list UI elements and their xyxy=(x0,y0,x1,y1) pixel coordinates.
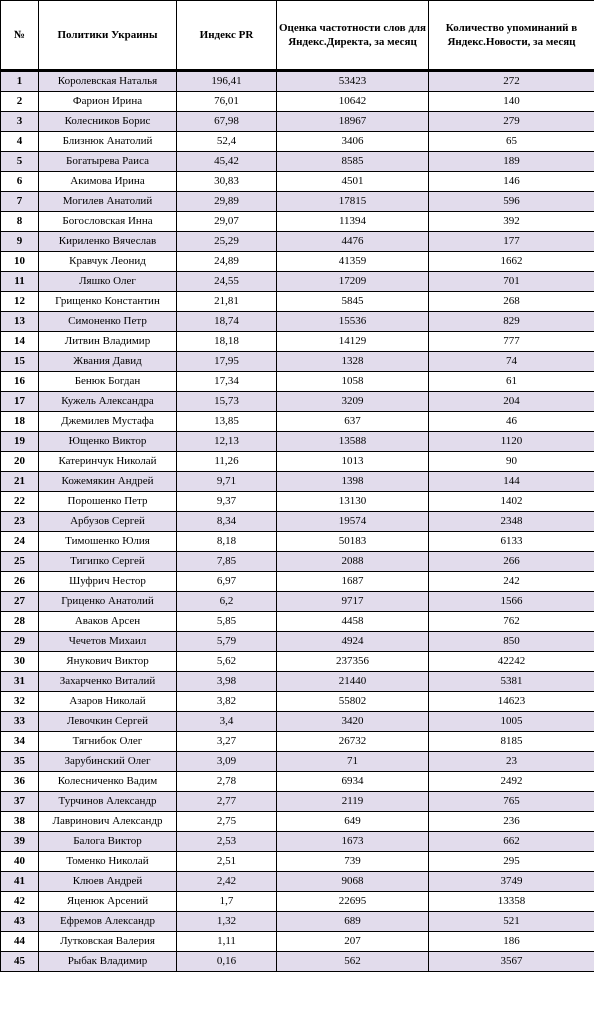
news-mentions: 829 xyxy=(429,312,594,332)
table-row xyxy=(1,932,594,952)
pr-index: 5,79 xyxy=(177,632,277,652)
direct-frequency: 50183 xyxy=(277,532,429,552)
politician-name: Катеринчук Николай xyxy=(39,452,177,472)
direct-frequency: 1673 xyxy=(277,832,429,852)
direct-frequency: 26732 xyxy=(277,732,429,752)
pr-index: 3,82 xyxy=(177,692,277,712)
news-mentions: 1120 xyxy=(429,432,594,452)
news-mentions: 74 xyxy=(429,352,594,372)
politician-name: Захарченко Виталий xyxy=(39,672,177,692)
direct-frequency: 9068 xyxy=(277,872,429,892)
table-row xyxy=(1,812,594,832)
table-row xyxy=(1,372,594,392)
news-mentions: 42242 xyxy=(429,652,594,672)
direct-frequency: 237356 xyxy=(277,652,429,672)
table-row xyxy=(1,672,594,692)
row-number: 36 xyxy=(1,772,39,792)
row-number: 34 xyxy=(1,732,39,752)
pr-index: 3,98 xyxy=(177,672,277,692)
direct-frequency: 3406 xyxy=(277,132,429,152)
pr-index: 1,11 xyxy=(177,932,277,952)
pr-index: 30,83 xyxy=(177,172,277,192)
pr-index: 0,16 xyxy=(177,952,277,972)
direct-frequency: 8585 xyxy=(277,152,429,172)
politician-name: Янукович Виктор xyxy=(39,652,177,672)
pr-index: 7,85 xyxy=(177,552,277,572)
direct-frequency: 1328 xyxy=(277,352,429,372)
row-number: 1 xyxy=(1,71,39,92)
pr-index: 25,29 xyxy=(177,232,277,252)
table-row xyxy=(1,572,594,592)
row-number: 41 xyxy=(1,872,39,892)
politician-name: Чечетов Михаил xyxy=(39,632,177,652)
row-number: 38 xyxy=(1,812,39,832)
direct-frequency: 1058 xyxy=(277,372,429,392)
politician-name: Арбузов Сергей xyxy=(39,512,177,532)
news-mentions: 596 xyxy=(429,192,594,212)
politician-name: Кужель Александра xyxy=(39,392,177,412)
table-row xyxy=(1,752,594,772)
news-mentions: 521 xyxy=(429,912,594,932)
news-mentions: 140 xyxy=(429,92,594,112)
table-row xyxy=(1,532,594,552)
table-row xyxy=(1,792,594,812)
pr-index: 29,89 xyxy=(177,192,277,212)
header-pr-index: Индекс PR xyxy=(177,1,277,71)
politician-name: Колесниченко Вадим xyxy=(39,772,177,792)
header-yandex-news-mentions: Количество упоминаний в Яндекс.Новости, за месяц xyxy=(429,1,594,71)
table-row xyxy=(1,552,594,572)
table-row xyxy=(1,312,594,332)
news-mentions: 61 xyxy=(429,372,594,392)
pr-index: 8,34 xyxy=(177,512,277,532)
row-number: 23 xyxy=(1,512,39,532)
direct-frequency: 17209 xyxy=(277,272,429,292)
news-mentions: 3749 xyxy=(429,872,594,892)
politician-name: Кравчук Леонид xyxy=(39,252,177,272)
table-row xyxy=(1,192,594,212)
news-mentions: 146 xyxy=(429,172,594,192)
pr-index: 18,18 xyxy=(177,332,277,352)
table-row xyxy=(1,732,594,752)
row-number: 33 xyxy=(1,712,39,732)
politician-name: Грищенко Константин xyxy=(39,292,177,312)
row-number: 14 xyxy=(1,332,39,352)
politician-name: Аваков Арсен xyxy=(39,612,177,632)
politician-name: Акимова Ирина xyxy=(39,172,177,192)
pr-index: 3,09 xyxy=(177,752,277,772)
news-mentions: 850 xyxy=(429,632,594,652)
row-number: 17 xyxy=(1,392,39,412)
politician-name: Королевская Наталья xyxy=(39,71,177,92)
row-number: 26 xyxy=(1,572,39,592)
table-row xyxy=(1,452,594,472)
table-row xyxy=(1,612,594,632)
table-row xyxy=(1,272,594,292)
news-mentions: 1566 xyxy=(429,592,594,612)
pr-index: 8,18 xyxy=(177,532,277,552)
table-row xyxy=(1,952,594,972)
politician-name: Ефремов Александр xyxy=(39,912,177,932)
news-mentions: 662 xyxy=(429,832,594,852)
politician-name: Зарубинский Олег xyxy=(39,752,177,772)
direct-frequency: 1013 xyxy=(277,452,429,472)
row-number: 18 xyxy=(1,412,39,432)
direct-frequency: 739 xyxy=(277,852,429,872)
table-row xyxy=(1,152,594,172)
pr-index: 3,27 xyxy=(177,732,277,752)
politician-name: Фарион Ирина xyxy=(39,92,177,112)
news-mentions: 189 xyxy=(429,152,594,172)
row-number: 9 xyxy=(1,232,39,252)
row-number: 7 xyxy=(1,192,39,212)
header-number: № xyxy=(1,1,39,71)
table-row xyxy=(1,172,594,192)
header-politician: Политики Украины xyxy=(39,1,177,71)
pr-index: 1,32 xyxy=(177,912,277,932)
news-mentions: 3567 xyxy=(429,952,594,972)
row-number: 29 xyxy=(1,632,39,652)
news-mentions: 6133 xyxy=(429,532,594,552)
politician-name: Томенко Николай xyxy=(39,852,177,872)
table-row xyxy=(1,71,594,92)
row-number: 35 xyxy=(1,752,39,772)
politician-name: Богатырева Раиса xyxy=(39,152,177,172)
row-number: 11 xyxy=(1,272,39,292)
news-mentions: 23 xyxy=(429,752,594,772)
politician-name: Тимошенко Юлия xyxy=(39,532,177,552)
news-mentions: 701 xyxy=(429,272,594,292)
table-row xyxy=(1,492,594,512)
table-row xyxy=(1,252,594,272)
row-number: 5 xyxy=(1,152,39,172)
pr-index: 17,34 xyxy=(177,372,277,392)
direct-frequency: 4476 xyxy=(277,232,429,252)
table-row xyxy=(1,592,594,612)
news-mentions: 236 xyxy=(429,812,594,832)
direct-frequency: 3420 xyxy=(277,712,429,732)
news-mentions: 8185 xyxy=(429,732,594,752)
politician-name: Рыбак Владимир xyxy=(39,952,177,972)
pr-index: 24,55 xyxy=(177,272,277,292)
row-number: 21 xyxy=(1,472,39,492)
direct-frequency: 5845 xyxy=(277,292,429,312)
table-row xyxy=(1,872,594,892)
news-mentions: 268 xyxy=(429,292,594,312)
pr-index: 45,42 xyxy=(177,152,277,172)
news-mentions: 765 xyxy=(429,792,594,812)
politician-name: Гриценко Анатолий xyxy=(39,592,177,612)
table-row xyxy=(1,112,594,132)
header-row xyxy=(1,1,594,71)
direct-frequency: 15536 xyxy=(277,312,429,332)
politician-name: Лутковская Валерия xyxy=(39,932,177,952)
direct-frequency: 22695 xyxy=(277,892,429,912)
news-mentions: 186 xyxy=(429,932,594,952)
row-number: 4 xyxy=(1,132,39,152)
politician-name: Турчинов Александр xyxy=(39,792,177,812)
row-number: 6 xyxy=(1,172,39,192)
news-mentions: 13358 xyxy=(429,892,594,912)
table-row xyxy=(1,432,594,452)
direct-frequency: 19574 xyxy=(277,512,429,532)
news-mentions: 2492 xyxy=(429,772,594,792)
politician-name: Ющенко Виктор xyxy=(39,432,177,452)
table-row xyxy=(1,132,594,152)
pr-index: 1,7 xyxy=(177,892,277,912)
pr-index: 2,75 xyxy=(177,812,277,832)
direct-frequency: 21440 xyxy=(277,672,429,692)
pr-index: 21,81 xyxy=(177,292,277,312)
row-number: 42 xyxy=(1,892,39,912)
news-mentions: 14623 xyxy=(429,692,594,712)
direct-frequency: 2088 xyxy=(277,552,429,572)
direct-frequency: 9717 xyxy=(277,592,429,612)
direct-frequency: 53423 xyxy=(277,71,429,92)
row-number: 43 xyxy=(1,912,39,932)
row-number: 31 xyxy=(1,672,39,692)
table-row xyxy=(1,232,594,252)
direct-frequency: 649 xyxy=(277,812,429,832)
pr-index: 3,4 xyxy=(177,712,277,732)
politician-name: Богословская Инна xyxy=(39,212,177,232)
politician-name: Клюев Андрей xyxy=(39,872,177,892)
direct-frequency: 17815 xyxy=(277,192,429,212)
pr-index: 17,95 xyxy=(177,352,277,372)
direct-frequency: 6934 xyxy=(277,772,429,792)
politician-name: Яценюк Арсений xyxy=(39,892,177,912)
table-row xyxy=(1,412,594,432)
direct-frequency: 55802 xyxy=(277,692,429,712)
news-mentions: 46 xyxy=(429,412,594,432)
table-row xyxy=(1,92,594,112)
direct-frequency: 41359 xyxy=(277,252,429,272)
politician-name: Шуфрич Нестор xyxy=(39,572,177,592)
politician-name: Лавринович Александр xyxy=(39,812,177,832)
direct-frequency: 11394 xyxy=(277,212,429,232)
pr-index: 5,85 xyxy=(177,612,277,632)
direct-frequency: 3209 xyxy=(277,392,429,412)
row-number: 44 xyxy=(1,932,39,952)
pr-index: 9,71 xyxy=(177,472,277,492)
direct-frequency: 2119 xyxy=(277,792,429,812)
news-mentions: 266 xyxy=(429,552,594,572)
politician-name: Жвания Давид xyxy=(39,352,177,372)
table-row xyxy=(1,712,594,732)
politician-name: Ляшко Олег xyxy=(39,272,177,292)
row-number: 20 xyxy=(1,452,39,472)
row-number: 19 xyxy=(1,432,39,452)
direct-frequency: 71 xyxy=(277,752,429,772)
politician-name: Кириленко Вячеслав xyxy=(39,232,177,252)
row-number: 2 xyxy=(1,92,39,112)
row-number: 45 xyxy=(1,952,39,972)
row-number: 30 xyxy=(1,652,39,672)
politician-name: Балога Виктор xyxy=(39,832,177,852)
pr-index: 2,51 xyxy=(177,852,277,872)
politician-name: Порошенко Петр xyxy=(39,492,177,512)
direct-frequency: 14129 xyxy=(277,332,429,352)
pr-index: 52,4 xyxy=(177,132,277,152)
table-row xyxy=(1,212,594,232)
table-row xyxy=(1,772,594,792)
row-number: 3 xyxy=(1,112,39,132)
politician-name: Кожемякин Андрей xyxy=(39,472,177,492)
table-row xyxy=(1,512,594,532)
direct-frequency: 13130 xyxy=(277,492,429,512)
header-yandex-direct-frequency: Оценка частотности слов для Яндекс.Директа, за месяц xyxy=(277,1,429,71)
politician-name: Симоненко Петр xyxy=(39,312,177,332)
news-mentions: 762 xyxy=(429,612,594,632)
row-number: 27 xyxy=(1,592,39,612)
news-mentions: 5381 xyxy=(429,672,594,692)
politician-name: Колесников Борис xyxy=(39,112,177,132)
news-mentions: 204 xyxy=(429,392,594,412)
row-number: 25 xyxy=(1,552,39,572)
table-body xyxy=(1,71,594,972)
table-row xyxy=(1,632,594,652)
news-mentions: 392 xyxy=(429,212,594,232)
row-number: 24 xyxy=(1,532,39,552)
pr-index: 13,85 xyxy=(177,412,277,432)
direct-frequency: 562 xyxy=(277,952,429,972)
pr-index: 29,07 xyxy=(177,212,277,232)
table-row xyxy=(1,352,594,372)
direct-frequency: 18967 xyxy=(277,112,429,132)
row-number: 13 xyxy=(1,312,39,332)
pr-index: 11,26 xyxy=(177,452,277,472)
pr-index: 18,74 xyxy=(177,312,277,332)
pr-index: 6,97 xyxy=(177,572,277,592)
direct-frequency: 1398 xyxy=(277,472,429,492)
table-row xyxy=(1,892,594,912)
news-mentions: 177 xyxy=(429,232,594,252)
table-row xyxy=(1,332,594,352)
pr-index: 76,01 xyxy=(177,92,277,112)
politician-name: Левочкин Сергей xyxy=(39,712,177,732)
row-number: 10 xyxy=(1,252,39,272)
politician-name: Близнюк Анатолий xyxy=(39,132,177,152)
row-number: 37 xyxy=(1,792,39,812)
politician-name: Бенюк Богдан xyxy=(39,372,177,392)
pr-index: 2,53 xyxy=(177,832,277,852)
table-row xyxy=(1,652,594,672)
pr-index: 2,77 xyxy=(177,792,277,812)
news-mentions: 65 xyxy=(429,132,594,152)
politician-name: Могилев Анатолий xyxy=(39,192,177,212)
row-number: 28 xyxy=(1,612,39,632)
news-mentions: 2348 xyxy=(429,512,594,532)
direct-frequency: 1687 xyxy=(277,572,429,592)
table-row xyxy=(1,832,594,852)
row-number: 15 xyxy=(1,352,39,372)
pr-index: 2,78 xyxy=(177,772,277,792)
direct-frequency: 4501 xyxy=(277,172,429,192)
direct-frequency: 4924 xyxy=(277,632,429,652)
table-row xyxy=(1,392,594,412)
direct-frequency: 207 xyxy=(277,932,429,952)
politician-name: Джемилев Мустафа xyxy=(39,412,177,432)
row-number: 8 xyxy=(1,212,39,232)
pr-index: 5,62 xyxy=(177,652,277,672)
news-mentions: 90 xyxy=(429,452,594,472)
politician-name: Тигипко Сергей xyxy=(39,552,177,572)
direct-frequency: 10642 xyxy=(277,92,429,112)
table-row xyxy=(1,292,594,312)
pr-index: 2,42 xyxy=(177,872,277,892)
pr-index: 9,37 xyxy=(177,492,277,512)
row-number: 40 xyxy=(1,852,39,872)
politician-name: Азаров Николай xyxy=(39,692,177,712)
news-mentions: 777 xyxy=(429,332,594,352)
pr-index: 15,73 xyxy=(177,392,277,412)
news-mentions: 279 xyxy=(429,112,594,132)
news-mentions: 1402 xyxy=(429,492,594,512)
news-mentions: 295 xyxy=(429,852,594,872)
direct-frequency: 689 xyxy=(277,912,429,932)
pr-index: 67,98 xyxy=(177,112,277,132)
table-row xyxy=(1,912,594,932)
news-mentions: 1662 xyxy=(429,252,594,272)
row-number: 12 xyxy=(1,292,39,312)
news-mentions: 272 xyxy=(429,71,594,92)
row-number: 22 xyxy=(1,492,39,512)
pr-index: 196,41 xyxy=(177,71,277,92)
pr-index: 24,89 xyxy=(177,252,277,272)
pr-index: 6,2 xyxy=(177,592,277,612)
news-mentions: 1005 xyxy=(429,712,594,732)
row-number: 32 xyxy=(1,692,39,712)
table-row xyxy=(1,852,594,872)
direct-frequency: 13588 xyxy=(277,432,429,452)
politician-name: Литвин Владимир xyxy=(39,332,177,352)
table-row xyxy=(1,692,594,712)
row-number: 39 xyxy=(1,832,39,852)
direct-frequency: 637 xyxy=(277,412,429,432)
news-mentions: 144 xyxy=(429,472,594,492)
pr-index: 12,13 xyxy=(177,432,277,452)
table-row xyxy=(1,472,594,492)
news-mentions: 242 xyxy=(429,572,594,592)
row-number: 16 xyxy=(1,372,39,392)
direct-frequency: 4458 xyxy=(277,612,429,632)
politician-name: Тягнибок Олег xyxy=(39,732,177,752)
